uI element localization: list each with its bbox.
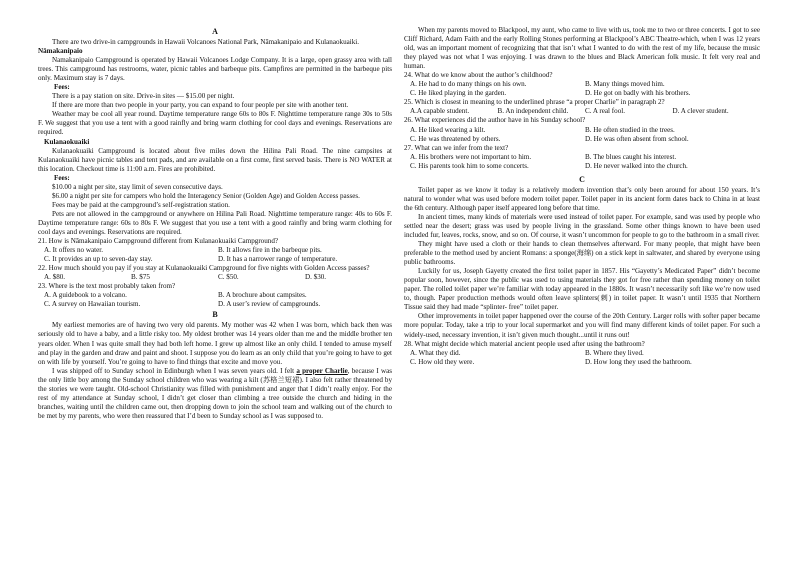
question-24-options	[404, 80, 760, 98]
question-23: 23. Where is the text most probably taken from?	[38, 282, 176, 291]
question-25: 25. Which is closest in meaning to the underlined phrase “a proper Charlie” in paragraph 2?	[404, 98, 665, 107]
q25-option-a[interactable]: A.A capable student.	[410, 107, 470, 116]
camp1-weather: Weather may be cool all year round. Daytime temperature range 60s to 80s F. Nighttime temperature range 30s to 50s F. We suggest that you use a tent with a good rainfly and bring warm clothing for cool days and evenings. Reservations are required.	[38, 110, 392, 137]
q27-option-b[interactable]: B. The blues caught his interest.	[585, 152, 677, 161]
q25-option-c[interactable]: C. A real fool.	[585, 107, 625, 116]
question-21-options	[38, 246, 392, 264]
question-21: 21. How is Nāmakanipaio Campground different from Kulanaokuaiki Campground?	[38, 237, 279, 246]
q21-option-d[interactable]: D. It has a narrower range of temperature.	[218, 255, 338, 264]
section-c-paragraph-5: Other improvements in toilet paper happened over the course of the 20th Century. Larger rolls with softer paper became more popular. Today, take a trip to your local supermarket and you will find many different kinds of toilet paper. For such a widely-used, necessary invention, it isn’t given much thought...until it runs out!	[404, 312, 760, 339]
section-c-paragraph-4: Luckily for us, Joseph Gayetty created the first toilet paper in 1857. His “Gayetty’s Medicated Paper” didn’t become popular soon, however, since the public was used to using materials they got for free rather than spending money on toilet paper. The rolled toilet paper we’re familiar with today appeared in the 1880s. It wasn’t necessarily soft like we’re now used to, though. Paper production methods would often leave splinters(刺) in toilet paper. It wasn’t until 1935 that Northern Tissue said they had made “splinter- free” toilet paper.	[404, 267, 760, 312]
q24-option-c[interactable]: C. He liked playing in the garden.	[410, 89, 507, 98]
q28-option-b[interactable]: B. Where they lived.	[585, 348, 644, 357]
p2-text-start: I was shipped off to Sunday school in Edinburgh when I was seven years old. I felt	[52, 366, 297, 375]
q22-option-a[interactable]: A. $80.	[44, 273, 66, 282]
q22-option-d[interactable]: D. $30.	[305, 273, 327, 282]
left-column	[38, 26, 392, 421]
q21-option-c[interactable]: C. It provides an up to seven-day stay.	[44, 255, 153, 264]
q28-option-d[interactable]: D. How long they used the bathroom.	[585, 357, 692, 366]
q27-option-a[interactable]: A. His brothers were not important to him.	[410, 152, 532, 161]
q22-option-b[interactable]: B. $75	[131, 273, 150, 282]
section-b-paragraph-3: When my parents moved to Blackpool, my aunt, who came to live with us, took me to two or three concerts. I got to see Cliff Richard, Adam Faith and the early Rolling Stones performing at Blackpool’s ABC Theatre-which, when I was 12 years old, was an important moment of recognizing that that isn’t what I wanted to do with the rest of my life, because the music they played was not what I was enjoying. I was drawn to the blues and Black American folk music. It felt very real and human.	[404, 26, 760, 71]
question-25-options	[404, 107, 760, 116]
q22-option-c[interactable]: C. $50.	[218, 273, 239, 282]
section-b-paragraph-2-start	[38, 367, 392, 421]
q24-option-d[interactable]: D. He got on badly with his brothers.	[585, 89, 691, 98]
section-a-intro: There are two drive-in campgrounds in Hawaii Volcanoes National Park, Nāmakanipaio and Kulanaokuaiki.	[52, 38, 360, 46]
camp1-fee1: There is a pay station on site. Drive-in sites — $15.00 per night.	[52, 92, 235, 101]
underlined-phrase: a proper Charlie	[296, 366, 348, 375]
section-a-title: A	[212, 27, 218, 36]
section-c-paragraph-3: They might have used a cloth or their hands to clean themselves afterward. For many people, that might have been preferable to the method used by ancient Romans: a sponge(海绵) on a stick kept in saltwater, and shared by everyone using public bathrooms.	[404, 240, 760, 267]
question-27: 27. What can we infer from the text?	[404, 143, 509, 152]
question-28: 28. What might decide which material ancient people used after using the bathroom?	[404, 339, 645, 348]
camp2-fee2: $6.00 a night per site for campers who hold the Interagency Senior (Golden Age) and Golden Access passes.	[52, 191, 360, 200]
q26-option-c[interactable]: C. He was threatened by others.	[410, 134, 501, 143]
question-23-options	[38, 291, 392, 309]
q23-option-a[interactable]: A. A guidebook to a volcano.	[44, 291, 127, 300]
section-b-title: B	[212, 310, 218, 320]
q23-option-b[interactable]: B. A brochure about campsites.	[218, 291, 307, 300]
q27-option-d[interactable]: D. He never walked into the church.	[585, 161, 688, 170]
section-b-paragraph-1: My earliest memories are of having two very old parents. My mother was 42 when I was born, which back then was seriously old to have a baby, and a little risky too. My oldest brother was 14 years older than me and the middle brother ten years older. When I was quite small they had both left home. I grew up almost like an only child. I tended to amuse myself and play in the garden and draw and paint and shoot. I suppose you do learn as an only child that you’re going to have to get on with life by yourself. You’re going to have to find things that excite and move you.	[38, 321, 392, 366]
q28-option-c[interactable]: C. How old they were.	[410, 357, 475, 366]
camp2-pets: Pets are not allowed in the campground or anywhere on Hilina Pali Road. Nighttime temperature range: 40s to 60s F. Daytime temperature range: 60s to 80s F. We suggest that you use a tent with a good rainfly and bring warm clothing for cool days and evenings. Reservations are required.	[38, 209, 392, 236]
q23-option-c[interactable]: C. A survey on Hawaiian tourism.	[44, 300, 141, 309]
camp2-fee1: $10.00 a night per site, stay limit of seven consecutive days.	[52, 182, 223, 191]
q25-option-b[interactable]: B. An independent child.	[497, 107, 569, 116]
q23-option-d[interactable]: D. A user’s review of campgrounds.	[218, 300, 321, 309]
question-28-options	[404, 349, 760, 367]
question-27-options	[404, 153, 760, 171]
q26-option-d[interactable]: D. He was often absent from school.	[585, 134, 689, 143]
camp2-desc: Kulanaokuaiki Campground is located about five miles down the Hilina Pali Road. The nine campsites at Kulanaokuaiki have picnic tables and tent pads, and are available on a first come, first served basis. There is NO WATER at this location. Checkout time is 11:00 a.m. Fires are prohibited.	[38, 146, 392, 173]
camp1-fee2: If there are more than two people in your party, you can expand to four people per site with another tent.	[52, 101, 349, 110]
section-c-paragraph-2: In ancient times, many kinds of materials were used instead of toilet paper. For example, sand was used by people who settled near the desert; grass was used by people living in the grassland. Some other things known to have been used included fur, leaves, rocks, snow, and so on. Of course, it wasn’t uncommon for people to go to the bathroom in a small river.	[404, 212, 760, 239]
section-c-title: C	[579, 174, 585, 184]
question-26-options	[404, 126, 760, 144]
question-22: 22. How much should you pay if you stay at Kulanaokuaiki Campground for five nights with Golden Access passes?	[38, 264, 370, 273]
question-26: 26. What experiences did the author have in his Sunday school?	[404, 116, 586, 125]
right-column	[404, 26, 760, 367]
section-c-paragraph-1: Toilet paper as we know it today is a relatively modern invention that’s only been around for about 150 years. It’s natural to wonder what was used before modern toilet paper. Toilet paper in its ancient form dates back to China in at least the 6th century. Although paper itself appeared long before that time.	[404, 185, 760, 212]
q21-option-a[interactable]: A. It offers no water.	[44, 246, 103, 255]
q28-option-a[interactable]: A. What they did.	[410, 348, 461, 357]
question-22-options	[38, 273, 392, 282]
camp1-name: Nāmakanipaio	[38, 47, 83, 56]
q26-option-b[interactable]: B. He often studied in the trees.	[585, 125, 675, 134]
q26-option-a[interactable]: A. He liked wearing a kilt.	[410, 125, 486, 134]
question-24: 24. What do we know about the author’s childhood?	[404, 71, 553, 80]
camp2-fees-label: Fees:	[54, 173, 70, 182]
camp2-fee3: Fees may be paid at the campground’s self-registration station.	[52, 200, 230, 209]
q21-option-b[interactable]: B. It allows fire in the barbeque pits.	[218, 246, 322, 255]
q25-option-d[interactable]: D. A clever student.	[672, 107, 729, 116]
q24-option-b[interactable]: B. Many things moved him.	[585, 80, 665, 89]
q27-option-c[interactable]: C. His parents took him to some concerts.	[410, 161, 529, 170]
camp2-name: Kulanaokuaiki	[44, 137, 90, 146]
camp1-fees-label: Fees:	[54, 83, 70, 92]
p2-text-end: , because I was the only little boy among the Sunday school children who was wearing a kilt (苏格兰短裙). I also felt rather threatened by the stories we were taught. Old-school Christianity was filled with punishment and anger that I didn’t really enjoy. For the rest of my attendance at Sunday school, I didn’t get closer than climbing a tree outside the church and hiding in the branches, waiting until the children came out, then dropping down to join the school team and walking out of the church to be met by my parents, who were then reassured that I’d been to Sunday school as I was supposed to.	[38, 366, 393, 420]
camp1-desc: Namakanipaio Campground is operated by Hawaii Volcanoes Lodge Company. It is a large, open grassy area with tall trees. This campground has restrooms, water, picnic tables and barbeque pits. Campfires are permitted in the barbeque pits only. Maximum stay is 7 days.	[38, 56, 392, 83]
q24-option-a[interactable]: A. He had to do many things on his own.	[410, 80, 527, 89]
